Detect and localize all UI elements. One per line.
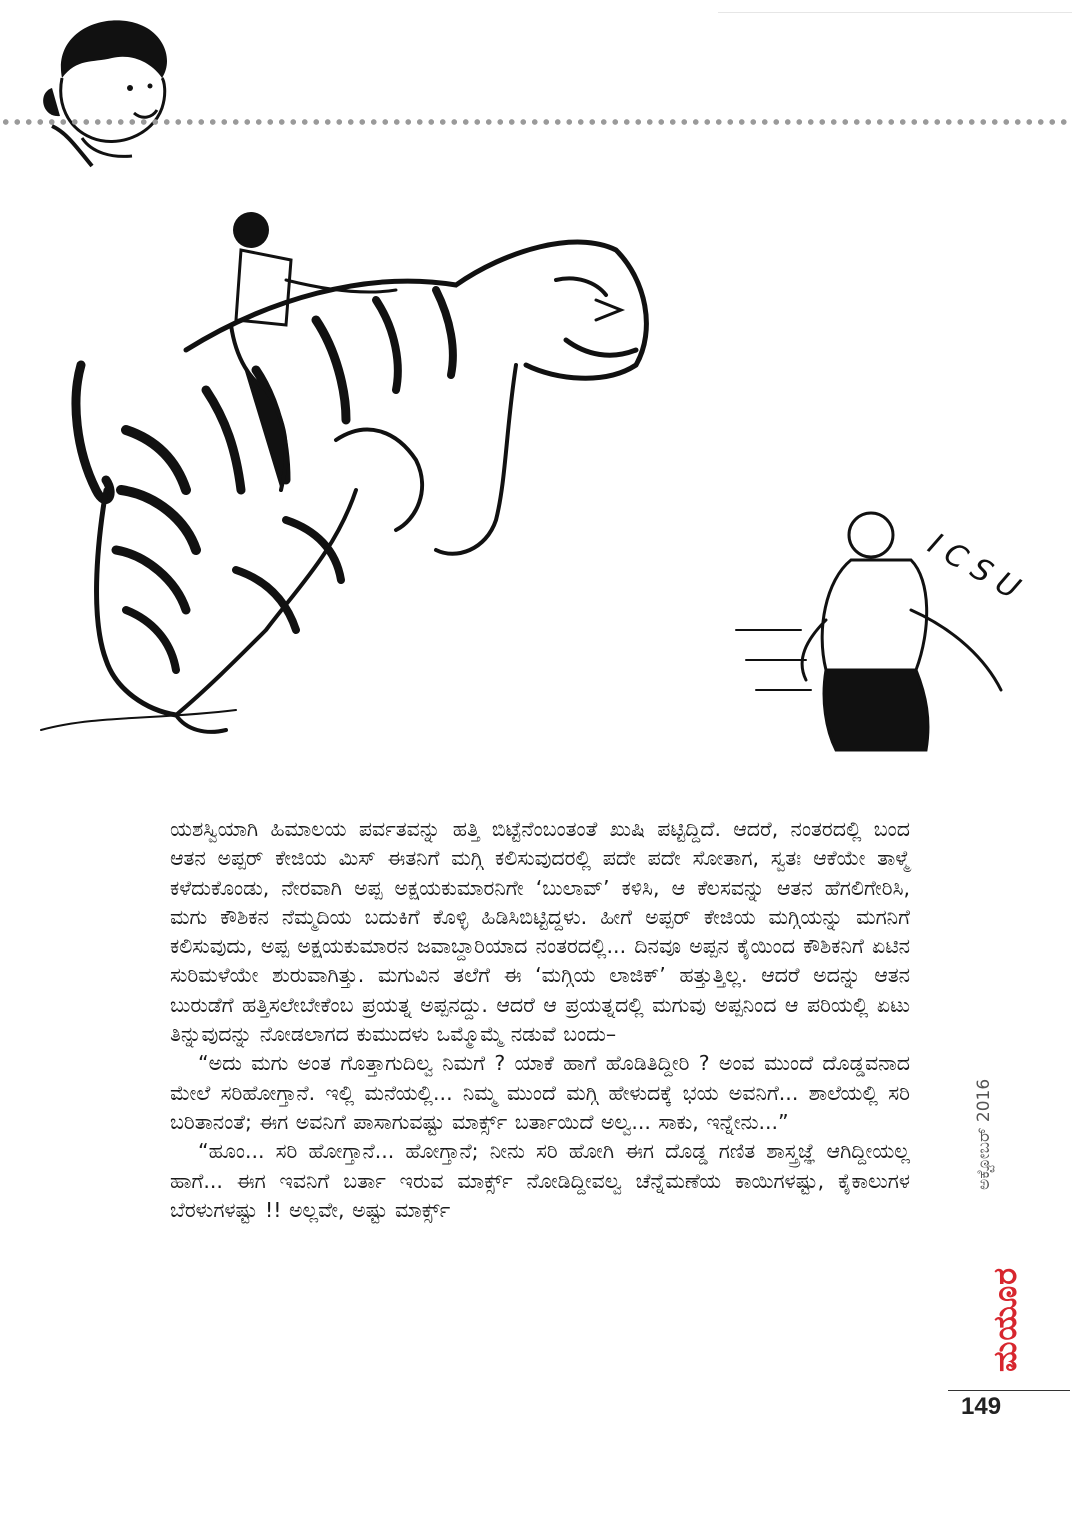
- article-body: [170, 815, 910, 1225]
- girl-face-logo-icon: [22, 8, 202, 168]
- magazine-masthead: ಮಯೂರ: [986, 1266, 1024, 1372]
- page-number-rule: [948, 1390, 1070, 1391]
- article-paragraph: ಯಶಸ್ವಿಯಾಗಿ ಹಿಮಾಲಯ ಪರ್ವತವನ್ನು ಹತ್ತಿ ಬಿಟ್ಟೆನೆಂಬಂತಂತೆ ಖುಷಿ ಪಟ್ಟಿದ್ದಿದೆ. ಆದರೆ, ನಂತರದಲ್ಲಿ ಬಂದ ಆತನ ಅಪ್ಪರ್ ಕೇಜಿಯ ಮಿಸ್ ಈತನಿಗೆ ಮಗ್ಗಿ ಕಲಿಸುವುದರಲ್ಲಿ ಪದೇ ಪದೇ ಸೋತಾಗ, ಸ್ವತಃ ಆಕೆಯೇ ತಾಳ್ಮೆ ಕಳೆದುಕೊಂಡು, ನೇರವಾಗಿ ಅಪ್ಪ ಅಕ್ಷಯಕುಮಾರನಿಗೇ ‘ಬುಲಾವ್’ ಕಳಿಸಿ, ಆ ಕೆಲಸವನ್ನು ಆತನ ಹೆಗಲಿಗೇರಿಸಿ, ಮಗು ಕೌಶಿಕನ ನೆಮ್ಮದಿಯ ಬದುಕಿಗೆ ಕೊಳ್ಳಿ ಹಿಡಿಸಿಬಿಟ್ಟಿದ್ದಳು. ಹೀಗೆ ಅಪ್ಪರ್ ಕೇಜಿಯ ಮಗ್ಗಿಯನ್ನು ಮಗನಿಗೆ ಕಲಿಸುವುದು, ಅಪ್ಪ ಅಕ್ಷಯಕುಮಾರನ ಜವಾಬ್ದಾರಿಯಾದ ನಂತರದಲ್ಲಿ... ದಿನವೂ ಅಪ್ಪನ ಕೈಯಿಂದ ಕೌಶಿಕನಿಗೆ ಏಟಿನ ಸುರಿಮಳೆಯೇ ಶುರುವಾಗಿತ್ತು. ಮಗುವಿನ ತಲೆಗೆ ಈ ‘ಮಗ್ಗಿಯ ಲಾಜಿಕ್’ ಹತ್ತುತ್ತಿಲ್ಲ. ಆದರೆ ಅದನ್ನು ಆತನ ಬುರುಡೆಗೆ ಹತ್ತಿಸಲೇಬೇಕೆಂಬ ಪ್ರಯತ್ನ ಅಪ್ಪನದ್ದು. ಆದರೆ ಆ ಪ್ರಯತ್ನದಲ್ಲಿ ಮಗುವು ಅಪ್ಪನಿಂದ ಆ ಪರಿಯಲ್ಲಿ ಏಟು ತಿನ್ನುವುದನ್ನು ನೋಡಲಾಗದ ಕುಮುದಳು ಒಮ್ಮೊಮ್ಮೆ ನಡುವೆ ಬಂದು–: [170, 817, 910, 1047]
- sound-effect-text: I C S U: [922, 526, 1026, 607]
- issue-date: ಅಕ್ಟೋಬರ್ 2016: [974, 1078, 994, 1190]
- page-number: 149: [961, 1393, 1002, 1420]
- boy-riding-tiger-illustration: [36, 190, 1046, 760]
- article-paragraph: “ಹೂಂ... ಸರಿ ಹೋಗ್ತಾನೆ... ಹೋಗ್ತಾನೆ; ನೀನು ಸರಿ ಹೋಗಿ ಈಗ ದೊಡ್ಡ ಗಣಿತ ಶಾಸ್ತ್ರಜ್ಞೆ ಆಗಿದ್ದೀಯಲ್ಲ ಹಾಗೆ... ಈಗ ಇವನಿಗೆ ಬರ್ತಾ ಇರುವ ಮಾರ್ಕ್ಸ್ ನೋಡಿದ್ದೀವಲ್ವ ಚೆನ್ನೆಮಣೆಯ ಕಾಯಿಗಳಷ್ಟು, ಕೈಕಾಲುಗಳ ಬೆರಳುಗಳಷ್ಟು !! ಅಲ್ಲವೇ, ಅಷ್ಟು ಮಾರ್ಕ್ಸ್: [170, 1139, 910, 1222]
- article-paragraph: “ಅದು ಮಗು ಅಂತ ಗೊತ್ತಾಗುದಿಲ್ವ ನಿಮಗೆ ? ಯಾಕೆ ಹಾಗೆ ಹೊಡಿತಿದ್ದೀರಿ ? ಅಂವ ಮುಂದೆ ದೊಡ್ಡವನಾದ ಮೇಲೆ ಸರಿಹೋಗ್ತಾನೆ. ಇಲ್ಲಿ ಮನೆಯಲ್ಲಿ... ನಿಮ್ಮ ಮುಂದೆ ಮಗ್ಗಿ ಹೇಳುದಕ್ಕೆ ಭಯ ಅವನಿಗೆ... ಶಾಲೆಯಲ್ಲಿ ಸರಿ ಬರಿತಾನಂತೆ; ಈಗ ಅವನಿಗೆ ಪಾಸಾಗುವಷ್ಟು ಮಾರ್ಕ್ಸ್ ಬರ್ತಾಯಿದೆ ಅಲ್ವ... ಸಾಕು, ಇನ್ನೇನು...”: [170, 1051, 910, 1134]
- dotted-divider: [0, 118, 1072, 126]
- top-rule: [718, 12, 1072, 13]
